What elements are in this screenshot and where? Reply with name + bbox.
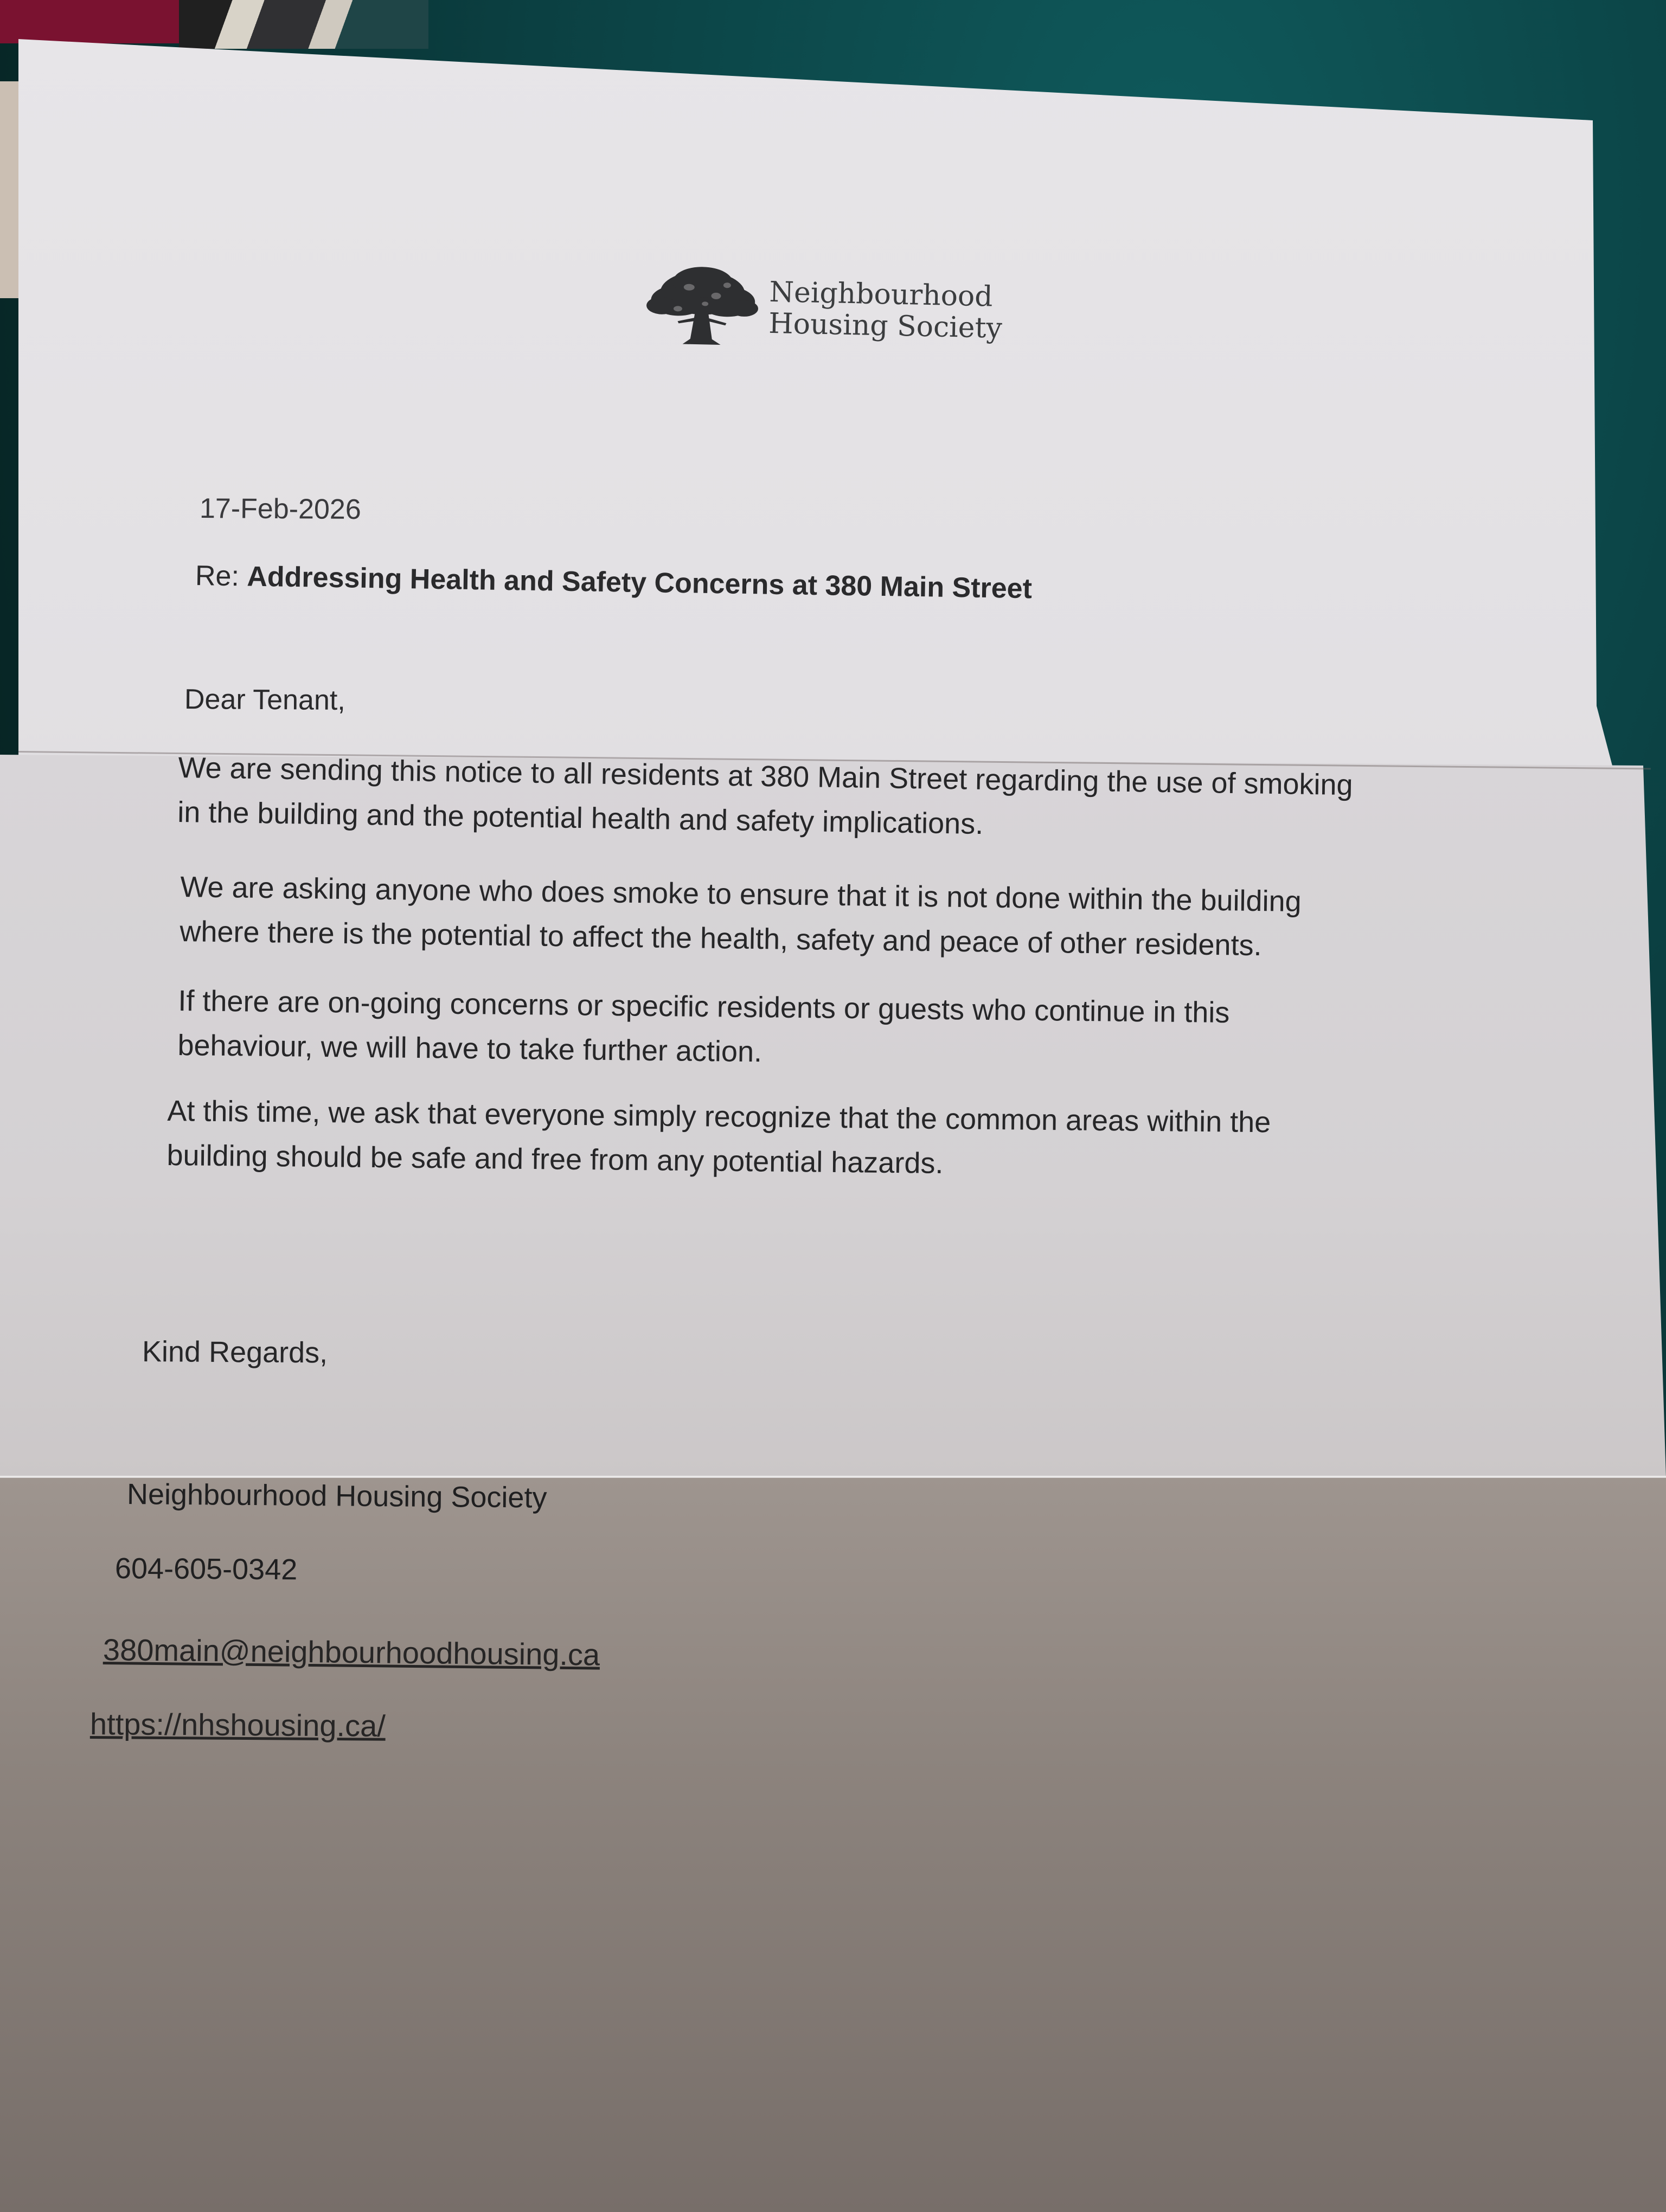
paragraph-line: We are asking anyone who does smoke to ensure that it is not done within the building [180, 871, 1302, 918]
background-red-fabric [0, 0, 179, 43]
body-paragraph [166, 1089, 1271, 1189]
subject-text: Addressing Health and Safety Concerns at 380 Main Street [246, 561, 1033, 605]
body-paragraph [177, 979, 1230, 1079]
subject-label: Re: [195, 560, 240, 593]
paper-lower-panel [0, 1477, 1666, 2212]
body-paragraph [177, 745, 1353, 852]
paragraph-line: building should be safe and free from any potential hazards. [166, 1139, 944, 1180]
logo-line-2: Housing Society [768, 307, 1003, 345]
salutation: Dear Tenant, [184, 684, 345, 717]
paper-fold-line [0, 1476, 1666, 1478]
signature-organization: Neighbourhood Housing Society [126, 1478, 547, 1514]
paragraph-line: If there are on-going concerns or specific residents or guests who continue in this [178, 985, 1230, 1029]
paragraph-line: At this time, we ask that everyone simply recognize that the common areas within the [167, 1095, 1271, 1139]
paragraph-line: where there is the potential to affect the health, safety and peace of other residents. [180, 915, 1262, 962]
logo-wordmark [768, 276, 1003, 344]
signature-phone: 604-605-0342 [114, 1552, 298, 1586]
body-paragraph [180, 865, 1302, 968]
background-cable [179, 0, 428, 49]
paragraph-line: in the building and the potential health and safety implications. [177, 795, 984, 841]
letter-date: 17-Feb-2026 [199, 493, 361, 526]
letterhead-logo [644, 262, 1003, 356]
signature-email-link[interactable]: 380main@neighbourhoodhousing.ca [102, 1632, 600, 1672]
closing: Kind Regards, [142, 1335, 328, 1369]
tree-icon [644, 262, 760, 351]
signature-website-link[interactable]: https://nhshousing.ca/ [89, 1707, 386, 1743]
paragraph-line: We are sending this notice to all residents at 380 Main Street regarding the use of smoking [178, 751, 1354, 802]
paragraph-line: behaviour, we will have to take further action. [177, 1028, 762, 1069]
logo-line-1: Neighbourhood [769, 275, 994, 313]
